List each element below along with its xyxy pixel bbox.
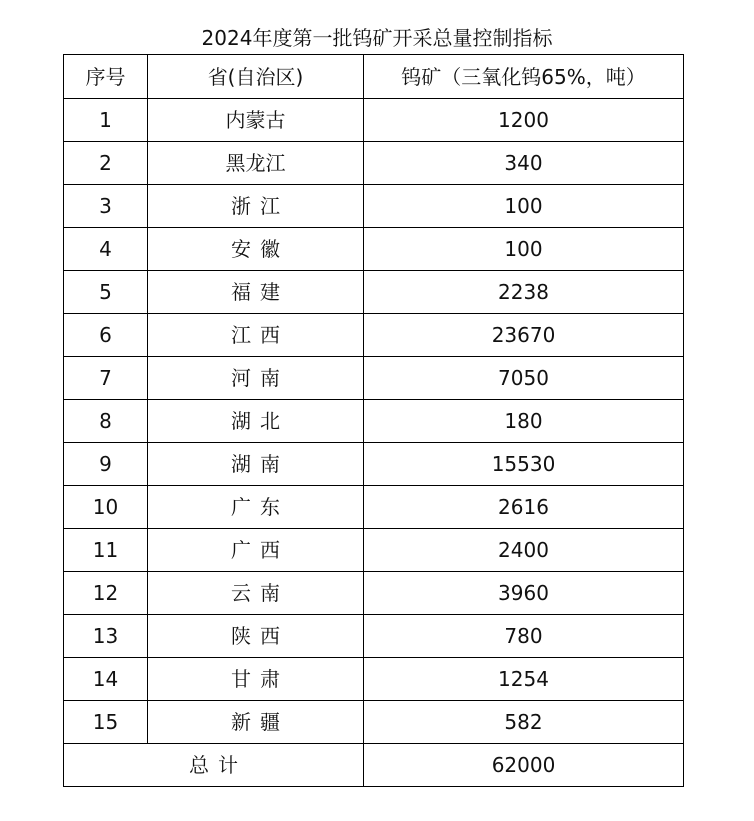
header-province: 省(自治区) xyxy=(148,55,364,99)
row-index-cell: 4 xyxy=(64,228,148,271)
row-value-cell: 1254 xyxy=(364,658,684,701)
row-value-cell: 100 xyxy=(364,185,684,228)
row-value-cell: 2238 xyxy=(364,271,684,314)
row-value-cell: 1200 xyxy=(364,99,684,142)
row-value-cell: 7050 xyxy=(364,357,684,400)
row-index-cell: 13 xyxy=(64,615,148,658)
row-value-cell: 582 xyxy=(364,701,684,744)
table-row xyxy=(64,185,684,228)
table-row xyxy=(64,271,684,314)
row-value-cell: 340 xyxy=(364,142,684,185)
row-province-cell: 内蒙古 xyxy=(148,99,364,142)
table-row xyxy=(64,142,684,185)
row-index-cell: 6 xyxy=(64,314,148,357)
row-value-cell: 2400 xyxy=(364,529,684,572)
table-row xyxy=(64,701,684,744)
table-row xyxy=(64,400,684,443)
table-total-row xyxy=(64,744,684,787)
total-value: 62000 xyxy=(364,744,684,787)
row-index-cell: 9 xyxy=(64,443,148,486)
table-row xyxy=(64,615,684,658)
document-title: 2024年度第一批钨矿开采总量控制指标 xyxy=(201,26,553,50)
table-row xyxy=(64,572,684,615)
table-row xyxy=(64,99,684,142)
row-value-cell: 180 xyxy=(364,400,684,443)
row-index-cell: 15 xyxy=(64,701,148,744)
row-province-cell: 浙江 xyxy=(148,185,364,228)
header-index: 序号 xyxy=(64,55,148,99)
row-province-cell: 云南 xyxy=(148,572,364,615)
row-value-cell: 15530 xyxy=(364,443,684,486)
row-province-cell: 河南 xyxy=(148,357,364,400)
row-province-cell: 陕西 xyxy=(148,615,364,658)
row-value-cell: 23670 xyxy=(364,314,684,357)
table-row xyxy=(64,228,684,271)
quota-table-body xyxy=(64,55,684,787)
row-province-cell: 湖南 xyxy=(148,443,364,486)
row-province-cell: 江西 xyxy=(148,314,364,357)
row-value-cell: 2616 xyxy=(364,486,684,529)
quota-table xyxy=(63,54,684,787)
row-province-cell: 广西 xyxy=(148,529,364,572)
row-index-cell: 5 xyxy=(64,271,148,314)
row-value-cell: 100 xyxy=(364,228,684,271)
row-index-cell: 11 xyxy=(64,529,148,572)
header-tungsten: 钨矿（三氧化钨65%，吨） xyxy=(364,55,684,99)
row-index-cell: 3 xyxy=(64,185,148,228)
table-row xyxy=(64,658,684,701)
row-index-cell: 8 xyxy=(64,400,148,443)
table-row xyxy=(64,443,684,486)
row-province-cell: 安徽 xyxy=(148,228,364,271)
row-index-cell: 14 xyxy=(64,658,148,701)
table-header-row xyxy=(64,55,684,99)
table-row xyxy=(64,314,684,357)
table-row xyxy=(64,529,684,572)
row-index-cell: 1 xyxy=(64,99,148,142)
row-index-cell: 12 xyxy=(64,572,148,615)
row-index-cell: 7 xyxy=(64,357,148,400)
total-label: 总计 xyxy=(64,744,364,787)
row-province-cell: 新疆 xyxy=(148,701,364,744)
table-row xyxy=(64,357,684,400)
row-province-cell: 湖北 xyxy=(148,400,364,443)
row-index-cell: 10 xyxy=(64,486,148,529)
table-row xyxy=(64,486,684,529)
row-value-cell: 3960 xyxy=(364,572,684,615)
row-province-cell: 甘肃 xyxy=(148,658,364,701)
row-value-cell: 780 xyxy=(364,615,684,658)
row-province-cell: 福建 xyxy=(148,271,364,314)
row-province-cell: 广东 xyxy=(148,486,364,529)
row-index-cell: 2 xyxy=(64,142,148,185)
row-province-cell: 黑龙江 xyxy=(148,142,364,185)
